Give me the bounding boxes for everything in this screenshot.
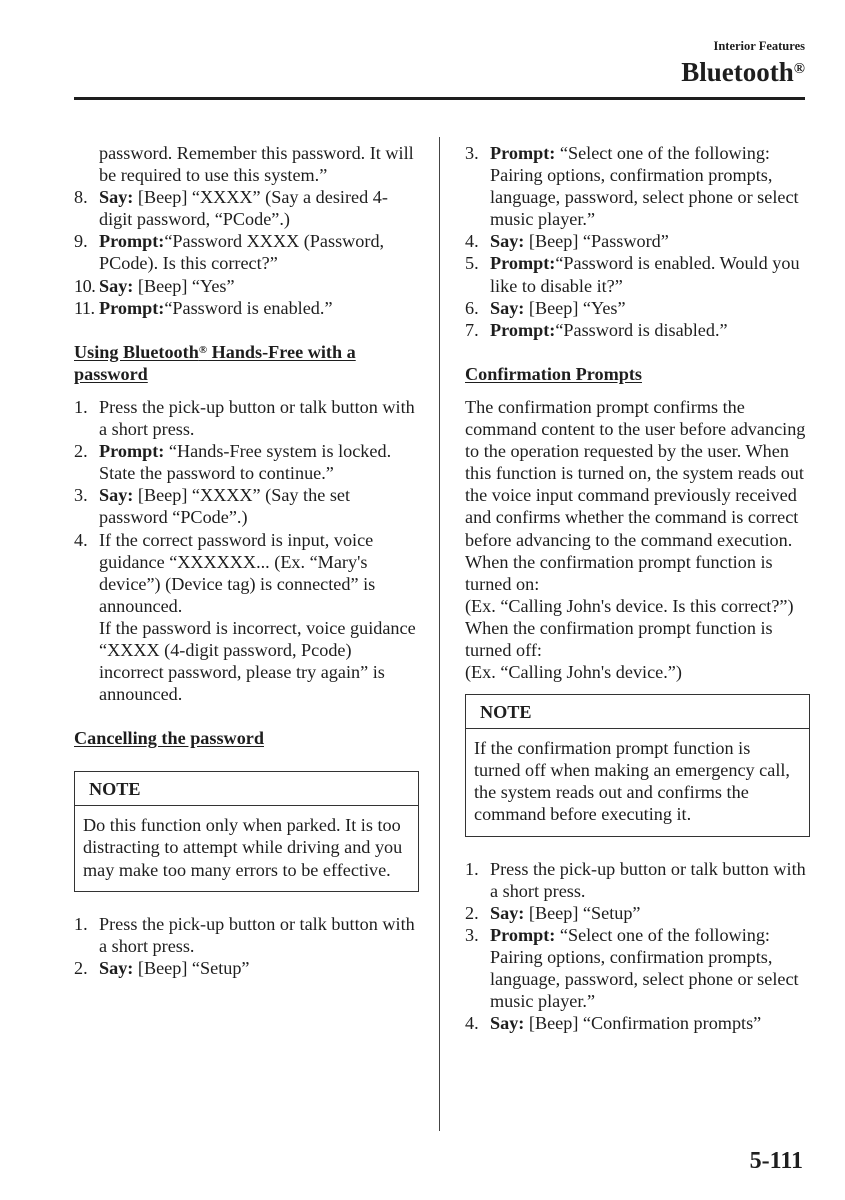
step-number: 3. [74, 485, 88, 506]
step-text: [Beep] “XXXX” (Say a desired 4-digit password, “PCode”.) [99, 187, 388, 230]
step-number: 1. [465, 858, 479, 879]
step-item [465, 902, 810, 924]
note-body: Do this function only when parked. It is too distracting to attempt while driving and you may make too many errors to be effective. [83, 815, 403, 880]
step-label: Say: [99, 957, 134, 978]
step-item [465, 297, 810, 319]
step-text: “Password is disabled.” [555, 319, 728, 340]
step-text: Press the pick-up button or talk button with a short press. [99, 913, 415, 956]
step-item [465, 858, 810, 902]
step-item [465, 924, 810, 1012]
confirmation-prompt-steps [465, 858, 810, 1035]
step-text: [Beep] “Yes” [133, 275, 235, 296]
note-title: NOTE [466, 695, 809, 729]
step-text: [Beep] “Setup” [524, 902, 641, 923]
step-number: 7. [465, 319, 479, 340]
step-label: Say: [99, 275, 134, 296]
step-text: [Beep] “Password” [524, 231, 669, 252]
step-number: 2. [465, 902, 479, 923]
step-label: Say: [490, 1013, 525, 1034]
step-text: “Password is enabled. Would you like to disable it?” [490, 253, 800, 296]
step-label: Prompt: [490, 253, 556, 274]
step-item [74, 484, 419, 528]
step-label: Say: [490, 902, 525, 923]
step-item [74, 297, 419, 319]
step-text: [Beep] “Confirmation prompts” [524, 1013, 762, 1034]
step-label: Say: [99, 485, 134, 506]
step-number: 3. [465, 924, 479, 945]
section-heading-confirmation-prompts: Confirmation Prompts [465, 363, 642, 384]
left-column [74, 142, 419, 979]
step-text: “Select one of the following: Pairing options, confirmation prompts, language, password, select phone or select music player.” [490, 924, 799, 1012]
step-label: Say: [490, 297, 525, 318]
step-label: Say: [490, 231, 525, 252]
section-heading-cancel-password: Cancelling the password [74, 728, 264, 749]
setup-password-steps [74, 186, 419, 319]
confirmation-description [465, 396, 810, 683]
paragraph: When the confirmation prompt function is turned on: [465, 551, 773, 594]
step-text: [Beep] “Setup” [133, 957, 250, 978]
page-title [681, 56, 805, 88]
step-text: If the correct password is input, voice guidance “XXXXXX... (Ex. “Mary's device”) (Device tag) is connected” is announced. [99, 529, 376, 616]
step-number: 1. [74, 396, 88, 417]
paragraph: The confirmation prompt confirms the command content to the user before advancing to the operation requested by the user. When this function is turned on, the system reads out the voice input command previously received and confirms whether the command is correct before advancing to the command execution. [465, 396, 806, 550]
step-label: Say: [99, 187, 134, 208]
header-rule [74, 97, 805, 100]
step-number: 1. [74, 913, 88, 934]
continuation-text: password. Remember this password. It will be required to use this system.” [99, 143, 414, 186]
step-label: Prompt: [490, 924, 556, 945]
step-text: “Hands-Free system is locked. State the password to continue.” [99, 441, 392, 484]
note-body: If the confirmation prompt function is turned off when making an emergency call, the system reads out and confirms the command before executing it. [474, 738, 790, 825]
step-item [465, 319, 810, 341]
step-item [74, 529, 419, 706]
step-item [74, 230, 419, 274]
step-text: [Beep] “Yes” [524, 297, 626, 318]
step-number: 5. [465, 253, 479, 274]
step-item [74, 440, 419, 484]
section-title: Interior Features [713, 39, 805, 53]
paragraph: When the confirmation prompt function is turned off: [465, 617, 773, 660]
running-header [681, 38, 805, 88]
step-number: 4. [465, 1013, 479, 1034]
paragraph: (Ex. “Calling John's device.”) [465, 662, 682, 683]
section-heading-using-password [74, 341, 419, 385]
step-number: 4. [74, 529, 88, 550]
note-title: NOTE [75, 772, 418, 806]
step-text: “Select one of the following: Pairing options, confirmation prompts, language, password, select phone or select music player.” [490, 143, 799, 230]
using-password-steps [74, 396, 419, 705]
step-item [74, 186, 419, 230]
step-text: Press the pick-up button or talk button with a short press. [490, 858, 806, 901]
step-number: 10. [74, 275, 96, 296]
step-item [465, 142, 810, 230]
step-number: 2. [74, 957, 88, 978]
column-divider [439, 137, 440, 1131]
step-number: 3. [465, 143, 479, 163]
step-item [74, 275, 419, 297]
page-number: 5-111 [749, 1148, 803, 1174]
step-label: Prompt: [490, 319, 556, 340]
cancel-password-steps-continued [465, 142, 810, 341]
registered-mark: ® [793, 61, 805, 77]
step-item [74, 957, 419, 979]
step-item [465, 1012, 810, 1034]
step-label: Prompt: [99, 441, 165, 462]
step-text: “Password is enabled.” [164, 297, 333, 318]
step-number: 4. [465, 231, 479, 252]
step-number: 8. [74, 187, 88, 208]
right-column [465, 142, 810, 1034]
step-item [465, 252, 810, 296]
step-label: Prompt: [490, 143, 556, 163]
registered-mark: ® [198, 343, 208, 356]
step-number: 11. [74, 297, 95, 318]
cancel-password-steps [74, 913, 419, 979]
step-label: Prompt: [99, 297, 165, 318]
step-text: Press the pick-up button or talk button with a short press. [99, 396, 415, 440]
heading-text: Hands-Free with a password [74, 341, 356, 384]
step-item [74, 913, 419, 957]
heading-text: Using Bluetooth [74, 341, 199, 362]
step-item [74, 396, 419, 440]
step-text: [Beep] “XXXX” (Say the set password “PCode”.) [99, 485, 351, 528]
step-item [465, 230, 810, 252]
step-number: 9. [74, 231, 88, 252]
note-box [74, 771, 419, 891]
step-number: 2. [74, 441, 88, 462]
paragraph: (Ex. “Calling John's device. Is this correct?”) [465, 595, 794, 616]
step-label: Prompt: [99, 231, 165, 252]
step-text: “Password XXXX (Password, PCode). Is this correct?” [99, 231, 385, 274]
step-number: 6. [465, 297, 479, 318]
note-box [465, 694, 810, 836]
step-extra-text: If the password is incorrect, voice guidance “XXXX (4-digit password, Pcode) incorrect password, please try again” is announced. [99, 617, 416, 705]
page-title-text: Bluetooth [681, 57, 794, 87]
